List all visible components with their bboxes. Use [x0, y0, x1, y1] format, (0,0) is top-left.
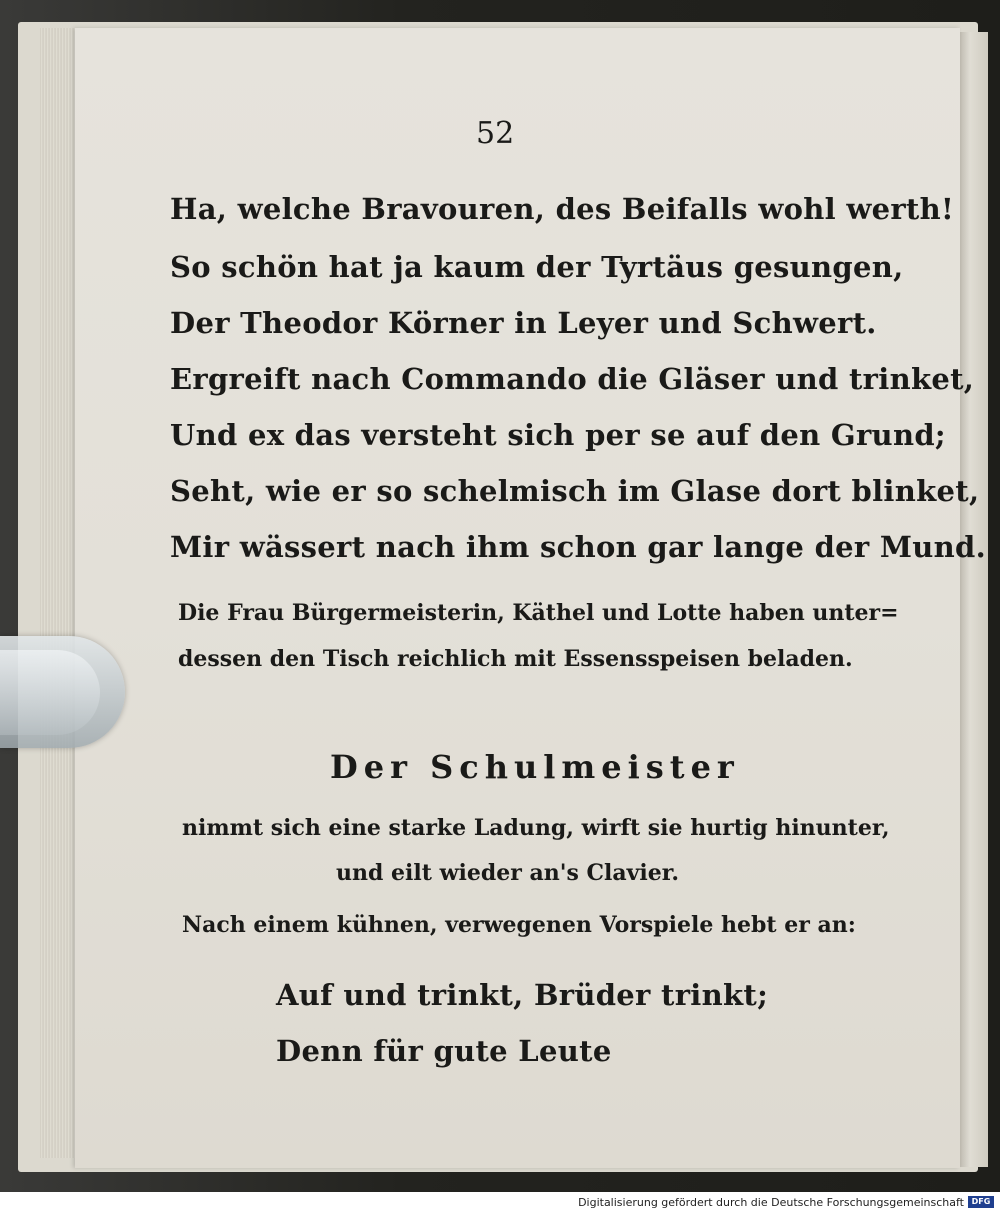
stage-direction-line: Nach einem kühnen, verwegenen Vorspiele hebt er an:: [182, 912, 856, 938]
verse-line: Der Theodor Körner in Leyer und Schwert.: [170, 306, 877, 340]
verse-line: Ha, welche Bravouren, des Beifalls wohl werth!: [170, 192, 955, 226]
stage-direction-line: nimmt sich eine starke Ladung, wirft sie hurtig hinunter,: [182, 815, 890, 841]
right-page-edge: [958, 32, 988, 1167]
verse-line: Auf und trinkt, Brüder trinkt;: [276, 978, 769, 1012]
funding-credit: Digitalisierung gefördert durch die Deutsche Forschungsgemeinschaft: [578, 1196, 964, 1209]
stage-direction-line: Die Frau Bürgermeisterin, Käthel und Lotte haben unter=: [178, 600, 899, 626]
stage-direction-line: dessen den Tisch reichlich mit Essensspeisen beladen.: [178, 646, 853, 672]
verse-line: Seht, wie er so schelmisch im Glase dort blinket,: [170, 474, 980, 508]
page-number: 52: [476, 116, 515, 151]
verse-line: Und ex das versteht sich per se auf den Grund;: [170, 418, 946, 452]
verse-line: Ergreift nach Commando die Gläser und trinket,: [170, 362, 975, 396]
page-clip-highlight: [0, 650, 100, 735]
speaker-name: Der Schulmeister: [330, 748, 740, 786]
verse-line: Mir wässert nach ihm schon gar lange der Mund.: [170, 530, 987, 564]
verse-line: So schön hat ja kaum der Tyrtäus gesungen,: [170, 250, 904, 284]
stage-direction-line: und eilt wieder an's Clavier.: [336, 860, 680, 886]
dfg-logo-icon: DFG: [968, 1196, 994, 1208]
verse-line: Denn für gute Leute: [276, 1034, 612, 1068]
